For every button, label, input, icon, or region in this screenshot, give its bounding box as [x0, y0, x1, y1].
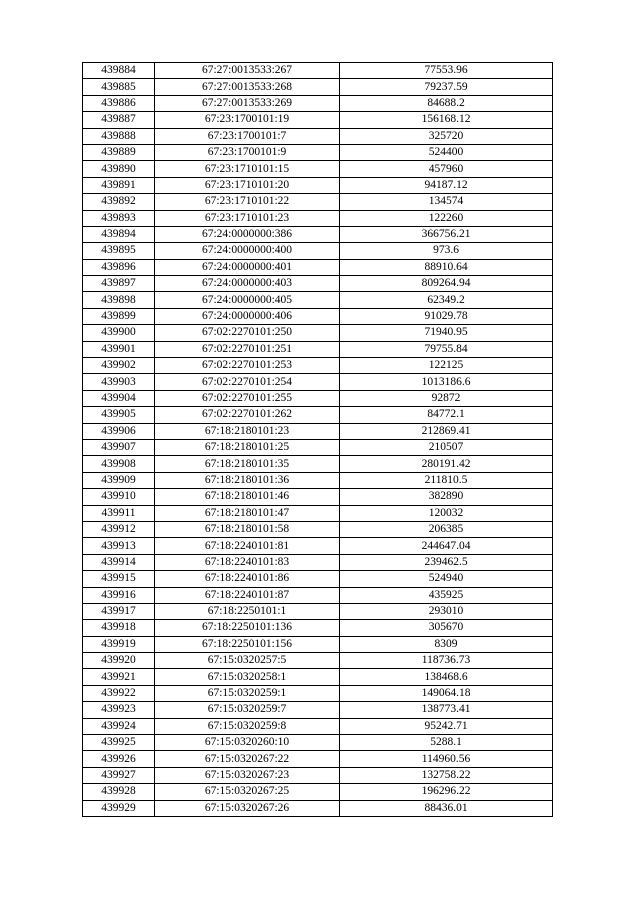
table-row	[83, 472, 553, 488]
cadastral-number-cell: 67:15:0320267:25	[155, 784, 340, 800]
row-number-cell: 439920	[83, 653, 155, 669]
row-number-cell: 439899	[83, 308, 155, 324]
cadastral-number-cell: 67:24:0000000:403	[155, 276, 340, 292]
cadastral-value-cell: 435925	[340, 587, 553, 603]
cadastral-number-cell: 67:18:2240101:86	[155, 571, 340, 587]
row-number-cell: 439924	[83, 718, 155, 734]
cadastral-number-cell: 67:27:0013533:269	[155, 95, 340, 111]
cadastral-value-cell: 95242.71	[340, 718, 553, 734]
table-row	[83, 538, 553, 554]
cadastral-value-cell: 71940.95	[340, 325, 553, 341]
table-row	[83, 735, 553, 751]
row-number-cell: 439917	[83, 603, 155, 619]
table-row	[83, 95, 553, 111]
cadastral-number-cell: 67:15:0320259:7	[155, 702, 340, 718]
cadastral-number-cell: 67:18:2250101:136	[155, 620, 340, 636]
row-number-cell: 439896	[83, 259, 155, 275]
cadastral-number-cell: 67:15:0320259:8	[155, 718, 340, 734]
table-row	[83, 718, 553, 734]
table-row	[83, 702, 553, 718]
cadastral-value-cell: 120032	[340, 505, 553, 521]
cadastral-value-cell: 206385	[340, 521, 553, 537]
cadastral-value-cell: 457960	[340, 161, 553, 177]
cadastral-number-cell: 67:24:0000000:405	[155, 292, 340, 308]
row-number-cell: 439914	[83, 554, 155, 570]
cadastral-value-cell: 122125	[340, 358, 553, 374]
cadastral-value-cell: 973.6	[340, 243, 553, 259]
cadastral-number-cell: 67:23:1710101:20	[155, 177, 340, 193]
table-row	[83, 800, 553, 816]
cadastral-value-cell: 91029.78	[340, 308, 553, 324]
table-row	[83, 439, 553, 455]
table-row	[83, 554, 553, 570]
row-number-cell: 439906	[83, 423, 155, 439]
table-row	[83, 489, 553, 505]
row-number-cell: 439904	[83, 390, 155, 406]
table-row	[83, 636, 553, 652]
cadastral-value-cell: 524940	[340, 571, 553, 587]
cadastral-number-cell: 67:27:0013533:267	[155, 63, 340, 79]
cadastral-number-cell: 67:02:2270101:262	[155, 407, 340, 423]
cadastral-value-cell: 212869.41	[340, 423, 553, 439]
cadastral-number-cell: 67:24:0000000:386	[155, 226, 340, 242]
cadastral-value-cell: 5288.1	[340, 735, 553, 751]
table-row	[83, 407, 553, 423]
cadastral-number-cell: 67:18:2180101:23	[155, 423, 340, 439]
row-number-cell: 439921	[83, 669, 155, 685]
table-row	[83, 161, 553, 177]
cadastral-number-cell: 67:18:2180101:36	[155, 472, 340, 488]
table-row	[83, 653, 553, 669]
table-row	[83, 341, 553, 357]
table-row	[83, 784, 553, 800]
cadastral-number-cell: 67:18:2180101:46	[155, 489, 340, 505]
cadastral-value-cell: 77553.96	[340, 63, 553, 79]
table-row	[83, 767, 553, 783]
table-row	[83, 685, 553, 701]
cadastral-number-cell: 67:18:2240101:81	[155, 538, 340, 554]
row-number-cell: 439923	[83, 702, 155, 718]
row-number-cell: 439926	[83, 751, 155, 767]
row-number-cell: 439905	[83, 407, 155, 423]
cadastral-number-cell: 67:15:0320267:26	[155, 800, 340, 816]
cadastral-number-cell: 67:02:2270101:251	[155, 341, 340, 357]
cadastral-number-cell: 67:23:1700101:19	[155, 112, 340, 128]
row-number-cell: 439885	[83, 79, 155, 95]
cadastral-number-cell: 67:23:1700101:9	[155, 144, 340, 160]
cadastral-number-cell: 67:27:0013533:268	[155, 79, 340, 95]
cadastral-number-cell: 67:18:2180101:58	[155, 521, 340, 537]
row-number-cell: 439927	[83, 767, 155, 783]
cadastral-value-cell: 8309	[340, 636, 553, 652]
row-number-cell: 439916	[83, 587, 155, 603]
row-number-cell: 439910	[83, 489, 155, 505]
cadastral-value-cell: 138773.41	[340, 702, 553, 718]
cadastral-value-cell: 325720	[340, 128, 553, 144]
cadastral-value-cell: 88910.64	[340, 259, 553, 275]
cadastral-value-cell: 122260	[340, 210, 553, 226]
table-row	[83, 571, 553, 587]
cadastral-number-cell: 67:15:0320257:5	[155, 653, 340, 669]
cadastral-number-cell: 67:15:0320267:22	[155, 751, 340, 767]
row-number-cell: 439915	[83, 571, 155, 587]
table-row	[83, 243, 553, 259]
row-number-cell: 439887	[83, 112, 155, 128]
table-row	[83, 128, 553, 144]
table-row	[83, 276, 553, 292]
cadastral-value-cell: 210507	[340, 439, 553, 455]
table-row	[83, 144, 553, 160]
row-number-cell: 439907	[83, 439, 155, 455]
row-number-cell: 439890	[83, 161, 155, 177]
table-row	[83, 79, 553, 95]
table-row	[83, 325, 553, 341]
table-row	[83, 751, 553, 767]
cadastral-number-cell: 67:24:0000000:406	[155, 308, 340, 324]
cadastral-value-cell: 118736.73	[340, 653, 553, 669]
cadastral-value-cell: 156168.12	[340, 112, 553, 128]
row-number-cell: 439886	[83, 95, 155, 111]
row-number-cell: 439891	[83, 177, 155, 193]
cadastral-number-cell: 67:23:1710101:15	[155, 161, 340, 177]
table-row	[83, 423, 553, 439]
row-number-cell: 439912	[83, 521, 155, 537]
cadastral-value-cell: 84688.2	[340, 95, 553, 111]
row-number-cell: 439918	[83, 620, 155, 636]
cadastral-value-cell: 524400	[340, 144, 553, 160]
cadastral-value-cell: 94187.12	[340, 177, 553, 193]
cadastral-value-cell: 79755.84	[340, 341, 553, 357]
table-row	[83, 358, 553, 374]
cadastral-number-cell: 67:18:2240101:87	[155, 587, 340, 603]
cadastral-number-cell: 67:02:2270101:253	[155, 358, 340, 374]
row-number-cell: 439928	[83, 784, 155, 800]
table-row	[83, 390, 553, 406]
row-number-cell: 439911	[83, 505, 155, 521]
table-row	[83, 194, 553, 210]
cadastral-value-cell: 305670	[340, 620, 553, 636]
cadastral-number-cell: 67:24:0000000:400	[155, 243, 340, 259]
row-number-cell: 439893	[83, 210, 155, 226]
cadastral-value-cell: 84772.1	[340, 407, 553, 423]
cadastral-value-cell: 114960.56	[340, 751, 553, 767]
row-number-cell: 439902	[83, 358, 155, 374]
cadastral-number-cell: 67:18:2180101:47	[155, 505, 340, 521]
table-row	[83, 521, 553, 537]
table-row	[83, 669, 553, 685]
table-row	[83, 210, 553, 226]
table-row	[83, 587, 553, 603]
table-row	[83, 226, 553, 242]
table-row	[83, 603, 553, 619]
cadastral-number-cell: 67:18:2250101:156	[155, 636, 340, 652]
table-body	[83, 63, 553, 817]
row-number-cell: 439889	[83, 144, 155, 160]
cadastral-value-cell: 62349.2	[340, 292, 553, 308]
table-row	[83, 259, 553, 275]
cadastral-number-cell: 67:02:2270101:250	[155, 325, 340, 341]
table-row	[83, 112, 553, 128]
cadastral-number-cell: 67:18:2250101:1	[155, 603, 340, 619]
row-number-cell: 439894	[83, 226, 155, 242]
cadastral-number-cell: 67:23:1700101:7	[155, 128, 340, 144]
cadastral-number-cell: 67:23:1710101:22	[155, 194, 340, 210]
cadastral-value-cell: 92872	[340, 390, 553, 406]
cadastral-value-table	[82, 62, 553, 817]
cadastral-value-cell: 211810.5	[340, 472, 553, 488]
cadastral-number-cell: 67:15:0320267:23	[155, 767, 340, 783]
row-number-cell: 439929	[83, 800, 155, 816]
row-number-cell: 439913	[83, 538, 155, 554]
table-row	[83, 620, 553, 636]
cadastral-value-cell: 293010	[340, 603, 553, 619]
row-number-cell: 439900	[83, 325, 155, 341]
row-number-cell: 439909	[83, 472, 155, 488]
cadastral-value-cell: 244647.04	[340, 538, 553, 554]
cadastral-value-cell: 134574	[340, 194, 553, 210]
cadastral-number-cell: 67:15:0320260:10	[155, 735, 340, 751]
row-number-cell: 439919	[83, 636, 155, 652]
cadastral-number-cell: 67:24:0000000:401	[155, 259, 340, 275]
cadastral-number-cell: 67:18:2180101:25	[155, 439, 340, 455]
cadastral-number-cell: 67:02:2270101:254	[155, 374, 340, 390]
row-number-cell: 439922	[83, 685, 155, 701]
cadastral-value-cell: 280191.42	[340, 456, 553, 472]
cadastral-number-cell: 67:02:2270101:255	[155, 390, 340, 406]
row-number-cell: 439897	[83, 276, 155, 292]
row-number-cell: 439925	[83, 735, 155, 751]
table-row	[83, 292, 553, 308]
cadastral-value-cell: 382890	[340, 489, 553, 505]
cadastral-value-cell: 149064.18	[340, 685, 553, 701]
cadastral-value-cell: 196296.22	[340, 784, 553, 800]
cadastral-value-cell: 138468.6	[340, 669, 553, 685]
cadastral-value-cell: 366756.21	[340, 226, 553, 242]
table-row	[83, 63, 553, 79]
table-row	[83, 374, 553, 390]
row-number-cell: 439908	[83, 456, 155, 472]
row-number-cell: 439903	[83, 374, 155, 390]
cadastral-value-cell: 809264.94	[340, 276, 553, 292]
row-number-cell: 439888	[83, 128, 155, 144]
table-row	[83, 308, 553, 324]
row-number-cell: 439901	[83, 341, 155, 357]
row-number-cell: 439895	[83, 243, 155, 259]
row-number-cell: 439892	[83, 194, 155, 210]
table-row	[83, 177, 553, 193]
cadastral-value-cell: 79237.59	[340, 79, 553, 95]
cadastral-value-cell: 239462.5	[340, 554, 553, 570]
row-number-cell: 439884	[83, 63, 155, 79]
cadastral-value-cell: 132758.22	[340, 767, 553, 783]
cadastral-number-cell: 67:15:0320258:1	[155, 669, 340, 685]
table-row	[83, 505, 553, 521]
cadastral-value-cell: 1013186.6	[340, 374, 553, 390]
table-row	[83, 456, 553, 472]
cadastral-number-cell: 67:18:2240101:83	[155, 554, 340, 570]
cadastral-number-cell: 67:15:0320259:1	[155, 685, 340, 701]
cadastral-number-cell: 67:23:1710101:23	[155, 210, 340, 226]
row-number-cell: 439898	[83, 292, 155, 308]
cadastral-number-cell: 67:18:2180101:35	[155, 456, 340, 472]
cadastral-value-cell: 88436.01	[340, 800, 553, 816]
